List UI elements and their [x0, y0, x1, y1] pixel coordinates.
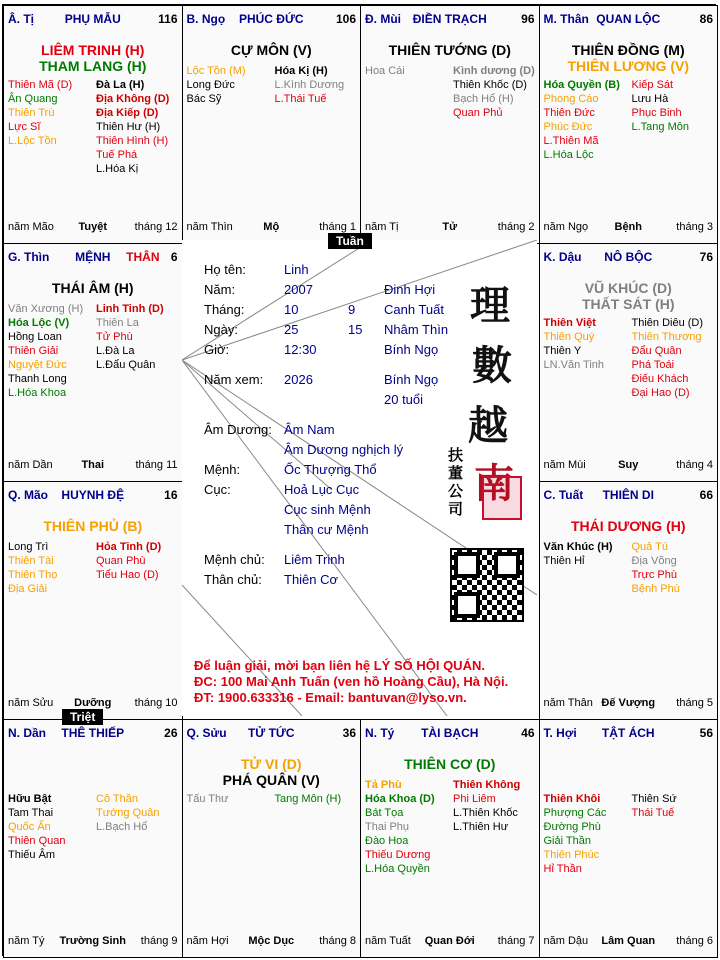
right-star-list — [453, 778, 520, 834]
palace-month: tháng 9 — [140, 935, 178, 947]
star-item: Phi Liêm — [453, 793, 496, 805]
value-amduong-2: Âm Dương nghịch lý — [284, 442, 404, 457]
palace-stage: Mộ — [263, 221, 280, 233]
right-star-list — [96, 78, 169, 176]
palace-header — [8, 488, 178, 502]
star-item: Địa Kiếp (D) — [96, 107, 159, 119]
value-cuc: Hoả Lục Cục — [284, 482, 360, 497]
main-star: CỰ MÔN (V) — [230, 42, 312, 58]
palace-month: tháng 4 — [676, 459, 713, 471]
palace-stage: Tuyệt — [78, 221, 108, 233]
palace-month: tháng 2 — [497, 221, 535, 233]
star-item: L.Hóa Khoa — [8, 387, 67, 399]
palace-position: B. Ngọ — [186, 12, 226, 26]
right-star-list — [275, 64, 345, 106]
star-item: Quả Tú — [631, 541, 668, 553]
palace-number: 86 — [699, 12, 713, 26]
palace-year: năm Hợi — [186, 935, 229, 947]
main-star: THIÊN TƯỚNG (D) — [388, 42, 511, 58]
label-menh: Mệnh: — [204, 462, 241, 477]
value-cuc-3: Thân cư Mệnh — [284, 522, 369, 537]
star-item: Thiên Tài — [8, 555, 54, 567]
calligraphy-char-1: 理 — [470, 282, 510, 329]
star-item: Đại Hao (D) — [631, 387, 690, 399]
palace-footer — [8, 935, 178, 949]
star-item: L.Thiên Hư — [453, 821, 509, 833]
value-namxem: 2026 — [284, 372, 313, 387]
star-item: Quan Phủ — [453, 107, 503, 119]
main-star: THIÊN LƯƠNG (V) — [567, 58, 690, 74]
palace-position: K. Dậu — [543, 250, 582, 264]
left-star-list — [8, 540, 57, 596]
star-item: Hồng Loan — [8, 331, 62, 343]
palace-number: 26 — [164, 726, 178, 740]
palace-footer — [544, 221, 714, 235]
palace-month: tháng 8 — [319, 935, 356, 947]
palace-mui[interactable] — [360, 5, 540, 244]
star-item: L.Tang Môn — [631, 121, 689, 133]
palace-name: NÔ BỘC — [604, 250, 653, 264]
palace-month: tháng 6 — [676, 935, 713, 947]
palace-month: tháng 11 — [135, 459, 178, 471]
palace-header — [544, 726, 714, 740]
palace-footer — [187, 935, 357, 949]
value-menhchu: Liêm Trinh — [284, 552, 345, 567]
star-item: Đẩu Quân — [631, 345, 682, 357]
palace-stage: Suy — [618, 459, 639, 471]
contact-phone-email[interactable]: ĐT: 1900.633316 - Email: bantuvan@lyso.vn. — [194, 690, 467, 705]
star-item: Văn Khúc (H) — [543, 541, 613, 553]
value-cuc-2: Cục sinh Mệnh — [284, 502, 371, 517]
star-item: Thiên Việt — [543, 317, 596, 329]
main-star: THIÊN ĐỒNG (M) — [571, 42, 685, 58]
star-item: Tang Môn (H) — [274, 793, 342, 805]
star-item: Thiên Giải — [8, 345, 59, 357]
palace-position: Đ. Mùi — [365, 12, 401, 26]
star-item: Đào Hoa — [365, 835, 409, 847]
star-item: Phục Binh — [631, 107, 682, 119]
palace-footer — [544, 697, 714, 711]
palace-header — [544, 250, 714, 264]
palace-year: năm Thân — [543, 697, 593, 709]
calligraphy-char-4: 南 — [474, 460, 514, 507]
star-item: Thiên Khốc (D) — [453, 79, 527, 91]
label-thang: Tháng: — [204, 302, 245, 317]
palace-year: năm Dần — [8, 459, 53, 471]
main-star: THAM LANG (H) — [39, 58, 147, 74]
palace-footer — [8, 221, 178, 235]
star-item: Thiên La — [96, 317, 139, 329]
star-item: Địa Võng — [631, 555, 677, 567]
value-ngay: 25 — [284, 322, 299, 337]
palace-header — [365, 726, 535, 740]
palace-year: năm Sửu — [8, 697, 54, 709]
star-item: Thiên Hỉ — [543, 555, 585, 567]
main-star: THIÊN PHỦ (B) — [43, 518, 143, 534]
main-star: THIÊN CƠ (D) — [404, 756, 496, 772]
star-item: Giải Thần — [543, 835, 591, 847]
star-item: Tuế Phá — [96, 149, 138, 161]
star-item: Quan Phù — [96, 555, 146, 567]
value-nam: 2007 — [284, 282, 313, 297]
star-item: L.Lộc Tồn — [8, 135, 57, 147]
palace-year: năm Thìn — [186, 221, 233, 233]
star-item: Văn Xương (H) — [8, 303, 84, 315]
value-tuoi: 20 tuổi — [384, 392, 424, 407]
star-item: Địa Không (D) — [96, 93, 170, 105]
palace-extra: THÂN — [126, 250, 160, 264]
left-star-list — [365, 64, 405, 78]
label-ngay: Ngày: — [204, 322, 238, 337]
star-item: Phúc Đức — [543, 121, 593, 133]
star-item: Thanh Long — [8, 373, 67, 385]
right-star-list — [96, 792, 160, 834]
star-item: L.Hóa Quyền — [365, 863, 430, 875]
right-star-list — [453, 64, 535, 120]
star-item: Thiên Sứ — [631, 793, 677, 805]
star-item: Hóa Kị (H) — [274, 65, 328, 77]
main-star: VŨ KHÚC (D) — [584, 280, 672, 296]
star-item: LN.Văn Tinh — [543, 359, 605, 371]
left-star-list — [544, 316, 605, 372]
palace-stage: Đế Vượng — [601, 697, 656, 709]
star-item: L.Thái Tuế — [274, 93, 327, 105]
palace-header — [8, 12, 178, 26]
star-item: Cô Thần — [96, 793, 138, 805]
palace-position: Q. Sửu — [186, 726, 227, 740]
palace-number: 66 — [699, 488, 713, 502]
calligraphy-char-2: 數 — [472, 342, 512, 389]
star-item: Ân Quang — [8, 93, 58, 105]
star-item: Thiên Mã (D) — [8, 79, 73, 91]
star-item: Long Đức — [186, 79, 235, 91]
label-hoten: Họ tên: — [204, 262, 246, 277]
palace-month: tháng 3 — [676, 221, 713, 233]
star-item: Thiên Hình (H) — [96, 135, 169, 147]
label-nam: Năm: — [204, 282, 236, 297]
palace-year: năm Tị — [365, 221, 399, 233]
qr-code[interactable] — [450, 548, 524, 622]
palace-name: TỬ TỨC — [247, 726, 295, 740]
star-item: Bạch Hổ (H) — [453, 93, 514, 105]
seal-text: 扶董公司 — [448, 446, 464, 518]
value-thang-amlich: 9 — [348, 302, 356, 317]
palace-year: năm Mùi — [543, 459, 586, 471]
palace-name: TẬT ÁCH — [601, 726, 655, 740]
star-item: Phá Toái — [631, 359, 675, 371]
star-item: Lộc Tồn (M) — [186, 65, 246, 77]
star-item: Thiên Thương — [631, 331, 702, 343]
value-hoten: Linh — [284, 262, 309, 277]
left-star-list — [365, 778, 435, 876]
palace-than[interactable] — [539, 5, 719, 244]
tuan-tag: Tuần — [328, 233, 372, 249]
star-item: Hữu Bật — [8, 793, 52, 805]
palace-header — [544, 488, 714, 502]
center-info-panel — [182, 240, 537, 716]
palace-name: ĐIỀN TRẠCH — [412, 12, 487, 26]
star-item: L.Thiên Mã — [543, 135, 599, 147]
star-item: Thiên Thọ — [8, 569, 58, 581]
palace-month: tháng 7 — [497, 935, 535, 947]
star-item: Tử Phù — [96, 331, 133, 343]
palace-ty2[interactable] — [360, 719, 540, 958]
palace-name: HUYNH ĐỆ — [61, 488, 125, 502]
star-item: Tướng Quân — [96, 807, 160, 819]
label-cuc: Cục: — [204, 482, 231, 497]
label-namxem: Năm xem: — [204, 372, 264, 387]
palace-number: 106 — [335, 12, 356, 26]
palace-year: năm Tuất — [365, 935, 411, 947]
right-star-list — [632, 316, 704, 400]
star-item: L.Bạch Hổ — [96, 821, 148, 833]
value-ngay-amlich: 15 — [348, 322, 363, 337]
palace-mao[interactable] — [3, 481, 183, 720]
palace-header — [8, 726, 178, 740]
star-item: Đường Phù — [543, 821, 601, 833]
palace-year: năm Tý — [8, 935, 45, 947]
palace-position: C. Tuất — [543, 488, 584, 502]
star-item: Tam Thai — [8, 807, 54, 819]
star-item: Linh Tinh (D) — [96, 303, 164, 315]
value-gio: 12:30 — [284, 342, 317, 357]
label-amduong: Âm Dương: — [204, 422, 272, 437]
value-ngay-canchi: Nhâm Thìn — [384, 322, 449, 337]
palace-footer — [365, 221, 535, 235]
right-star-list — [632, 792, 677, 820]
palace-stage: Quan Đới — [424, 935, 475, 947]
palace-position: N. Dần — [8, 726, 47, 740]
main-star: LIÊM TRINH (H) — [41, 42, 145, 58]
left-star-list — [187, 792, 229, 806]
palace-header — [544, 12, 714, 26]
palace-footer — [8, 459, 178, 473]
value-thanchu: Thiên Cơ — [284, 572, 339, 587]
palace-number: 16 — [164, 488, 178, 502]
star-item: Kình dương (D) — [453, 65, 535, 77]
palace-year: năm Ngọ — [543, 221, 589, 233]
star-item: Đà La (H) — [96, 79, 145, 91]
value-gio-canchi: Bính Ngọ — [384, 342, 439, 357]
palace-position: Â. Tị — [8, 12, 34, 26]
star-item: Điếu Khách — [631, 373, 689, 385]
main-star: THẤT SÁT (H) — [581, 296, 675, 312]
triet-tag: Triệt — [62, 709, 103, 725]
palace-position: Q. Mão — [8, 488, 49, 502]
palace-name: PHỤ MẪU — [64, 12, 121, 26]
palace-suu[interactable] — [182, 719, 362, 958]
palace-stage: Trường Sinh — [59, 935, 126, 947]
palace-name: THIÊN DI — [602, 488, 654, 502]
main-star: THÁI DƯƠNG (H) — [570, 518, 686, 534]
star-item: Phượng Các — [543, 807, 607, 819]
palace-ty[interactable] — [3, 5, 183, 244]
star-item: Trực Phù — [631, 569, 677, 581]
contact-address: ĐC: 100 Mai Anh Tuấn (ven hồ Hoàng Cầu), Hà Nội. — [194, 674, 509, 689]
palace-stage: Thai — [81, 459, 105, 471]
star-item: L.Đẩu Quân — [96, 359, 156, 371]
palace-stage: Lâm Quan — [601, 935, 656, 947]
palace-footer — [365, 935, 535, 949]
palace-header — [8, 250, 178, 264]
value-menh: Ốc Thượng Thổ — [284, 462, 377, 477]
label-gio: Giờ: — [204, 342, 230, 357]
star-item: Thiên Phúc — [543, 849, 600, 861]
star-item: L.Hóa Lộc — [543, 149, 594, 161]
right-star-list — [632, 540, 680, 596]
left-star-list — [8, 78, 72, 148]
star-item: Phong Cáo — [543, 93, 599, 105]
palace-position: G. Thìn — [8, 250, 50, 264]
right-star-list — [96, 302, 164, 372]
value-thang: 10 — [284, 302, 299, 317]
star-item: Hỏa Tinh (D) — [96, 541, 162, 553]
palace-stage: Mộc Dục — [248, 935, 295, 947]
palace-position: T. Hợi — [543, 726, 577, 740]
right-star-list — [96, 540, 161, 582]
star-item: Thiên Đức — [543, 107, 595, 119]
palace-year: năm Mão — [8, 221, 54, 233]
star-item: Tiểu Hao (D) — [96, 569, 159, 581]
right-star-list — [632, 78, 689, 134]
star-item: Hoa Cái — [365, 65, 405, 77]
palace-thin[interactable] — [3, 243, 183, 482]
palace-year: năm Dậu — [543, 935, 589, 947]
star-item: Thiên Quý — [543, 331, 595, 343]
palace-number: 76 — [699, 250, 713, 264]
value-amduong: Âm Nam — [284, 422, 335, 437]
palace-stage: Bệnh — [614, 221, 642, 233]
palace-month: tháng 10 — [134, 697, 178, 709]
star-item: Thiên Hư (H) — [96, 121, 161, 133]
calligraphy-char-3: 越 — [468, 402, 508, 449]
left-star-list — [544, 792, 607, 876]
value-namxem-canchi: Bính Ngọ — [384, 372, 439, 387]
palace-month: tháng 12 — [134, 221, 178, 233]
right-star-list — [275, 792, 342, 806]
left-star-list — [544, 78, 620, 162]
palace-dau[interactable] — [539, 243, 719, 482]
palace-month: tháng 1 — [319, 221, 356, 233]
palace-number: 116 — [158, 12, 178, 26]
star-item: Hóa Khoa (D) — [365, 793, 435, 805]
main-star: PHÁ QUÂN (V) — [222, 772, 320, 788]
palace-dan[interactable] — [3, 719, 183, 958]
left-star-list — [544, 540, 613, 568]
star-item: Thiếu Dương — [365, 849, 431, 861]
palace-number: 36 — [342, 726, 356, 740]
palace-stage: Dưỡng — [74, 697, 112, 709]
main-star: TỬ VI (D) — [240, 756, 302, 772]
star-item: Hóa Quyền (B) — [543, 79, 620, 91]
star-item: Thiên Diêu (D) — [631, 317, 704, 329]
star-item: L.Kình Dương — [274, 79, 345, 91]
star-item: Tấu Thư — [186, 793, 229, 805]
value-thang-canchi: Canh Tuất — [384, 302, 444, 317]
palace-tuat[interactable] — [539, 481, 719, 720]
star-item: Thai Phụ — [365, 821, 410, 833]
star-item: Tả Phù — [365, 779, 402, 791]
palace-position: M. Thân — [543, 12, 589, 26]
star-item: Bác Sỹ — [186, 93, 222, 105]
red-seal-stamp — [482, 476, 522, 520]
star-item: Kiếp Sát — [631, 79, 674, 91]
star-item: L.Thiên Khốc — [453, 807, 518, 819]
star-item: L.Đà La — [96, 345, 135, 357]
left-star-list — [8, 792, 65, 862]
palace-name: QUAN LỘC — [596, 12, 661, 26]
palace-number: 6 — [170, 250, 178, 264]
palace-ngo[interactable] — [182, 5, 362, 244]
star-item: Lưu Hà — [631, 93, 669, 105]
palace-name: THÊ THIẾP — [61, 726, 125, 740]
star-item: Long Trì — [8, 541, 49, 553]
palace-number: 46 — [521, 726, 535, 740]
left-star-list — [187, 64, 246, 106]
star-item: Địa Giải — [8, 583, 48, 595]
star-item: Thái Tuế — [631, 807, 675, 819]
star-item: Thiên Không — [453, 779, 521, 791]
left-star-list — [8, 302, 83, 400]
label-menhchu: Mệnh chủ: — [204, 552, 265, 567]
contact-line-1: Để luận giải, mời bạn liên hệ LÝ SỐ HỘI QUÁN. — [194, 658, 485, 673]
value-nam-canchi: Đinh Hợi — [384, 282, 436, 297]
star-item: Thiên Quan — [8, 835, 66, 847]
main-star: THÁI ÂM (H) — [51, 280, 134, 296]
star-item: Bát Tọa — [365, 807, 404, 819]
star-item: Nguyệt Đức — [8, 359, 67, 371]
palace-name: MỆNH — [75, 250, 111, 264]
star-item: Hóa Lộc (V) — [8, 317, 70, 329]
palace-name: PHÚC ĐỨC — [238, 12, 304, 26]
palace-name: TÀI BẠCH — [421, 726, 479, 740]
label-thanchu: Thân chủ: — [204, 572, 262, 587]
palace-footer — [544, 935, 714, 949]
star-item: Quốc Ấn — [8, 821, 51, 833]
star-item: L.Hóa Kị — [96, 163, 139, 175]
star-item: Bệnh Phù — [631, 583, 680, 595]
star-item: Thiên Khôi — [543, 793, 601, 805]
palace-position: N. Tý — [365, 726, 395, 740]
palace-number: 56 — [699, 726, 713, 740]
palace-header — [187, 12, 357, 26]
star-item: Thiên Trù — [8, 107, 55, 119]
star-item: Thiếu Âm — [8, 849, 56, 861]
palace-footer — [544, 459, 714, 473]
star-item: Hỉ Thần — [543, 863, 582, 875]
palace-stage: Tử — [442, 221, 458, 233]
star-item: Lực Sĩ — [8, 121, 41, 133]
palace-header — [365, 12, 535, 26]
palace-month: tháng 5 — [676, 697, 713, 709]
palace-number: 96 — [521, 12, 535, 26]
star-item: Thiên Y — [543, 345, 582, 357]
palace-header — [187, 726, 357, 740]
palace-hoi[interactable] — [539, 719, 719, 958]
